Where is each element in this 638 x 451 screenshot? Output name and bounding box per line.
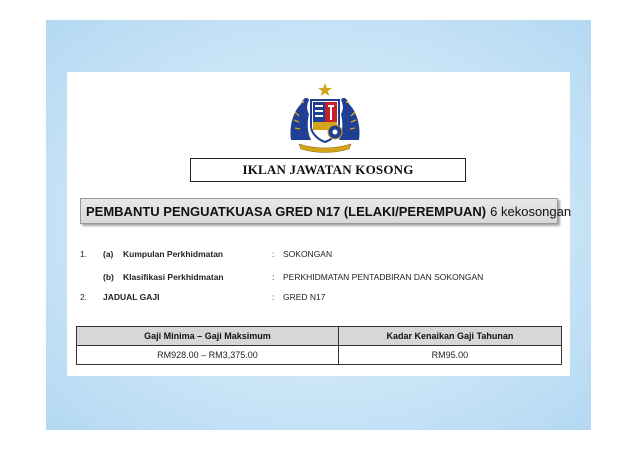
item-number: 1. <box>80 249 88 259</box>
item-colon: : <box>272 292 275 302</box>
salary-table-header-row <box>77 327 562 346</box>
annual-increment-header: Kadar Kenaikan Gaji Tahunan <box>338 327 561 346</box>
ad-title: IKLAN JAWATAN KOSONG <box>190 158 466 182</box>
info-row-service-group <box>80 249 520 261</box>
position-bar <box>80 198 572 224</box>
item-colon: : <box>272 272 275 282</box>
job-ad-document <box>67 72 570 376</box>
table-row <box>77 346 562 365</box>
item-number: 2. <box>80 292 88 302</box>
info-row-service-classification <box>80 272 520 284</box>
item-colon: : <box>272 249 275 259</box>
item-label: JADUAL GAJI <box>103 292 160 302</box>
salary-table <box>76 326 562 365</box>
state-coat-of-arms-icon <box>285 82 365 154</box>
position-title: PEMBANTU PENGUATKUASA GRED N17 (LELAKI/PEREMPUAN) <box>86 203 487 219</box>
annual-increment-cell: RM95.00 <box>338 346 561 365</box>
salary-range-header: Gaji Minima – Gaji Maksimum <box>77 327 339 346</box>
item-value: SOKONGAN <box>283 249 333 259</box>
item-letter: (b) <box>103 272 114 282</box>
info-row-salary-schedule <box>80 292 520 304</box>
item-value: GRED N17 <box>283 292 326 302</box>
vacancy-count: 6 kekosongan <box>490 203 572 219</box>
item-label: Klasifikasi Perkhidmatan <box>123 272 224 282</box>
item-label: Kumpulan Perkhidmatan <box>123 249 224 259</box>
salary-range-cell: RM928.00 – RM3,375.00 <box>77 346 339 365</box>
item-value: PERKHIDMATAN PENTADBIRAN DAN SOKONGAN <box>283 272 484 282</box>
item-letter: (a) <box>103 249 114 259</box>
